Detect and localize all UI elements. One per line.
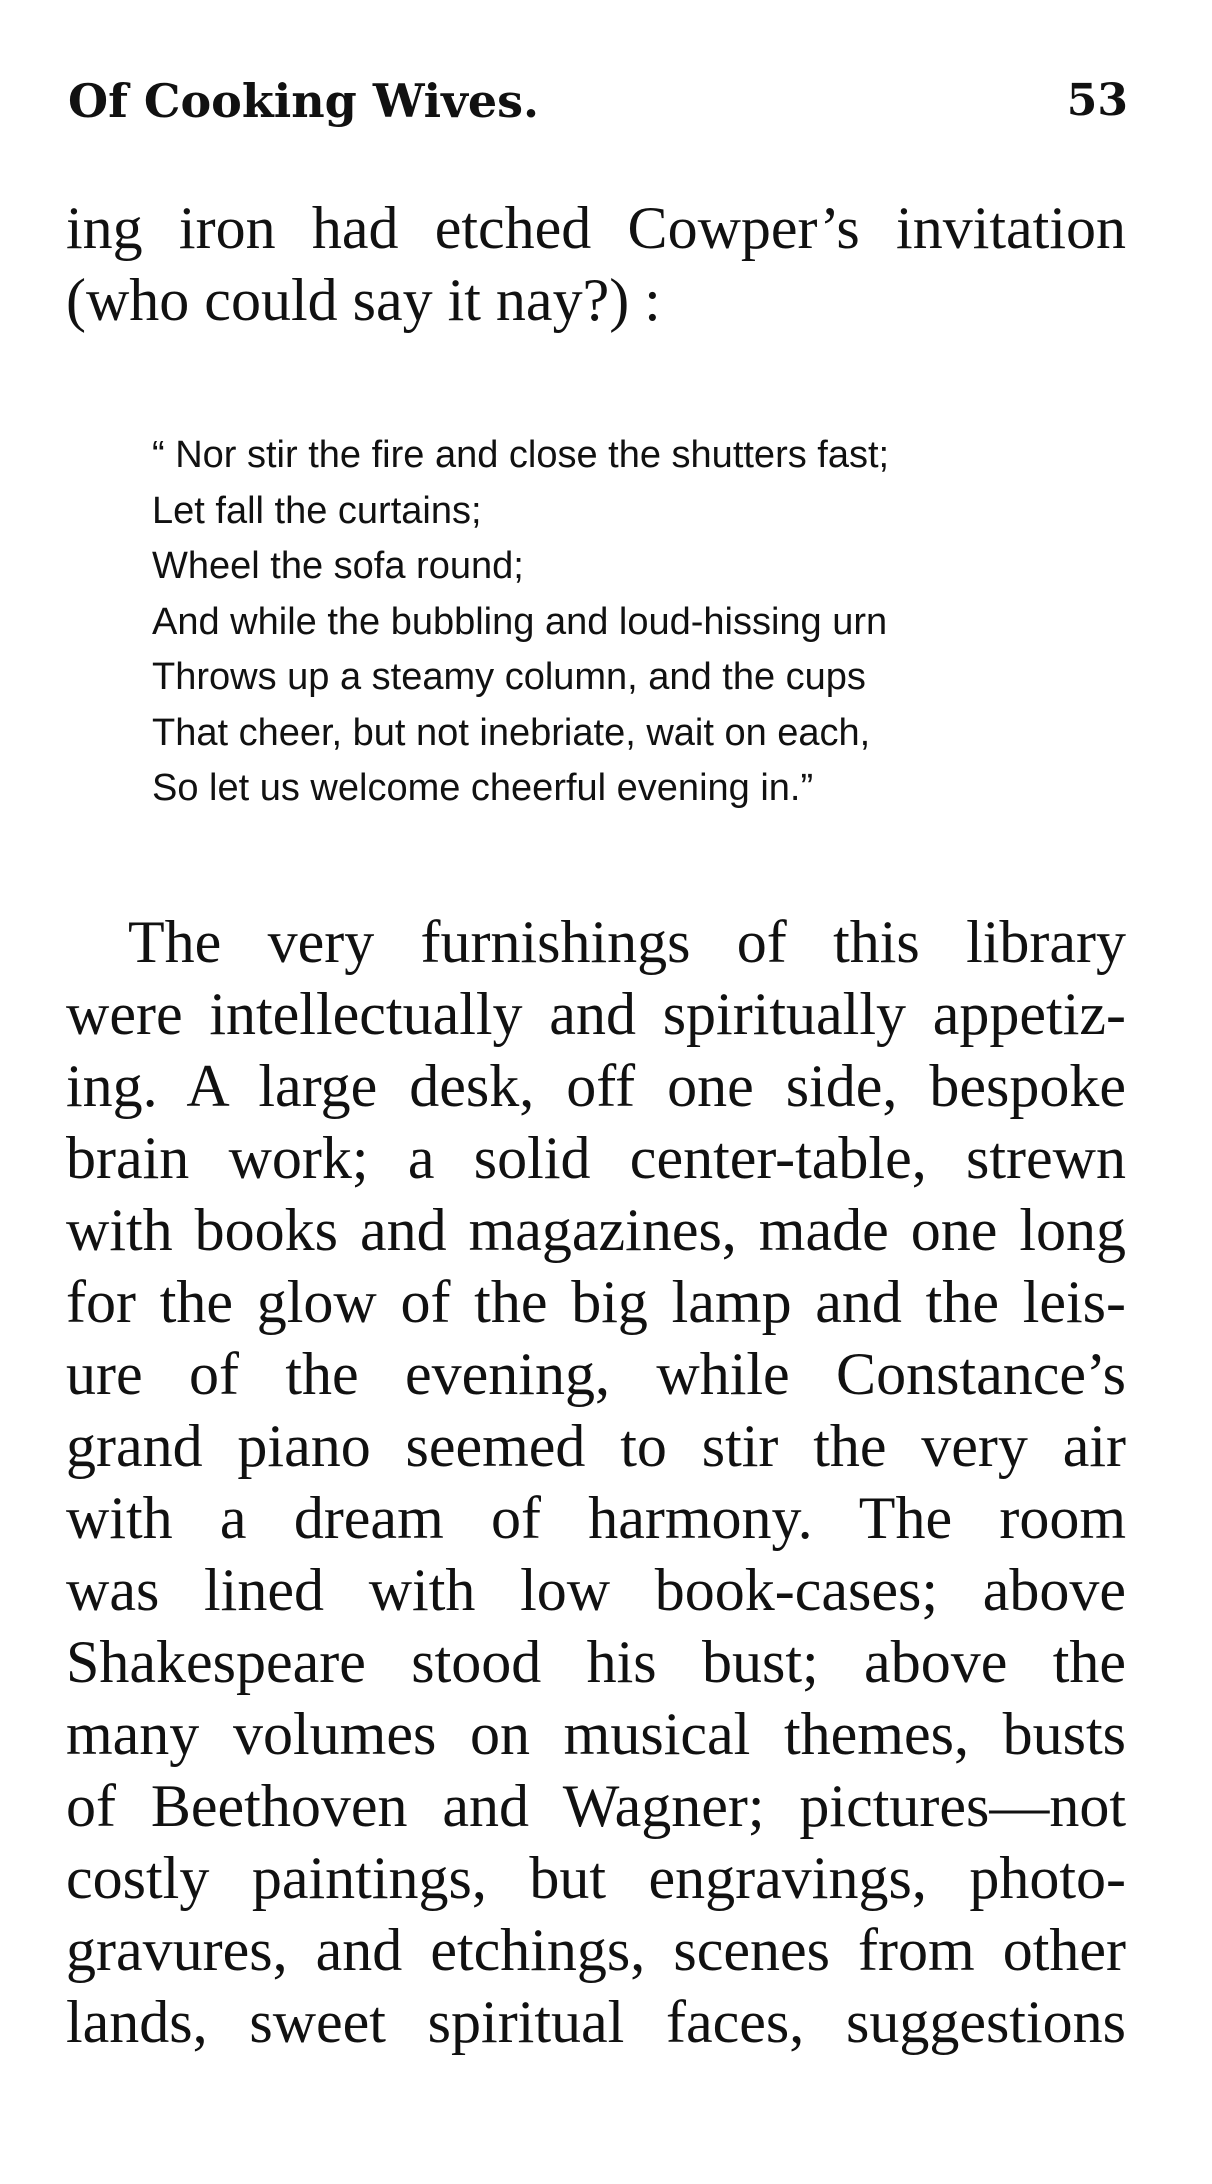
- text-line: (who could say it nay?) :: [66, 267, 661, 333]
- text-line: were intellectually and spiritually appetiz-: [66, 981, 1126, 1047]
- verse-line: Wheel the sofa round;: [152, 545, 524, 587]
- text-line: lands, sweet spiritual faces, suggestions: [66, 1989, 1126, 2055]
- text-line: with books and magazines, made one long: [66, 1197, 1126, 1263]
- text-line: brain work; a solid center-table, strewn: [66, 1125, 1126, 1191]
- text-line: with a dream of harmony. The room: [66, 1485, 1126, 1551]
- intro-paragraph: [66, 192, 1126, 336]
- verse-quotation: [152, 428, 1052, 817]
- text-line: ure of the evening, while Constance’s: [66, 1341, 1126, 1407]
- running-head: [68, 66, 1128, 136]
- verse-line: So let us welcome cheerful evening in.”: [152, 767, 814, 809]
- text-line: was lined with low book-cases; above: [66, 1557, 1126, 1623]
- text-line: ing iron had etched Cowper’s invitation: [66, 195, 1126, 261]
- verse-line: That cheer, but not inebriate, wait on each,: [152, 711, 871, 754]
- text-line: Shakespeare stood his bust; above the: [66, 1629, 1126, 1695]
- verse-line: And while the bubbling and loud-hissing urn: [152, 600, 888, 643]
- body-paragraph: [66, 906, 1126, 2058]
- text-line: of Beethoven and Wagner; pictures—not: [66, 1773, 1126, 1839]
- verse-line: Let fall the curtains;: [152, 489, 482, 532]
- running-title: Of Cooking Wives.: [68, 74, 540, 128]
- text-line: ing. A large desk, off one side, bespoke: [66, 1053, 1126, 1119]
- page-number: 53: [1066, 75, 1128, 126]
- text-line: The very furnishings of this library: [128, 909, 1126, 975]
- text-line: grand piano seemed to stir the very air: [66, 1413, 1126, 1479]
- text-line: for the glow of the big lamp and the leis-: [66, 1269, 1126, 1335]
- text-line: gravures, and etchings, scenes from other: [66, 1917, 1126, 1983]
- text-line: many volumes on musical themes, busts: [66, 1701, 1126, 1767]
- verse-line: Throws up a steamy column, and the cups: [152, 656, 866, 698]
- text-line: costly paintings, but engravings, photo-: [66, 1845, 1126, 1911]
- verse-line: “ Nor stir the fire and close the shutters fast;: [152, 434, 890, 476]
